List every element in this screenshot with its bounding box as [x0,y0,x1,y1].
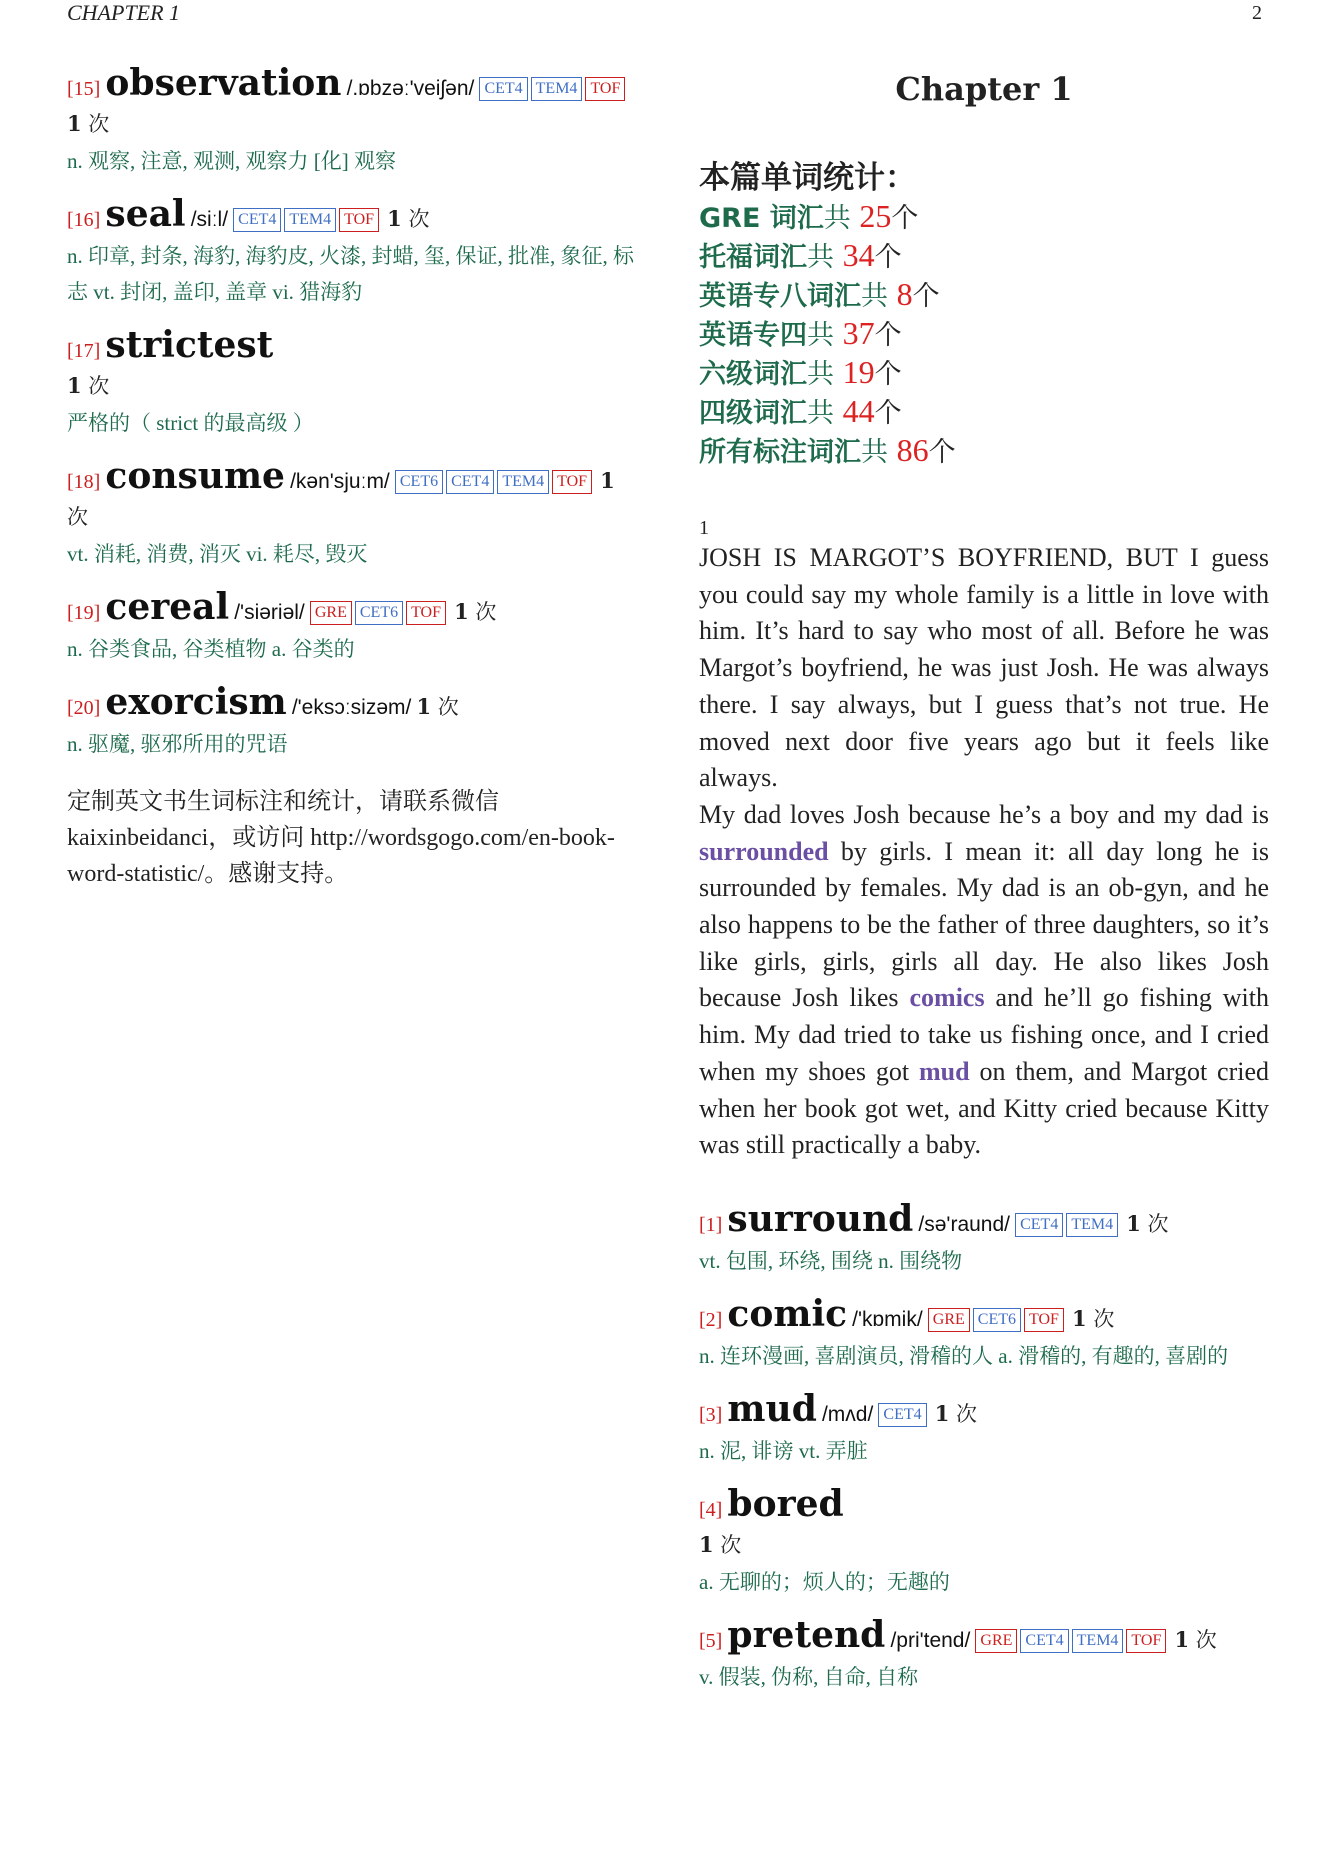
level-tag: TEM4 [1072,1629,1124,1653]
headword: strictest [105,324,274,366]
paragraph-number: 1 [699,517,709,539]
stat-connector: 共 [861,281,897,312]
occurrence-number: 1 [934,1400,950,1426]
stat-unit: 个 [891,203,919,234]
definition: n. 观察, 注意, 观测, 观察力 [化] 观察 [67,149,396,173]
vocab-entry [699,1482,1269,1600]
stat-row [699,198,1269,237]
occurrence-number: 1 [454,599,469,624]
entry-index: [20] [67,697,101,719]
phonetic: /'eksɔːsizəm/ [291,696,412,719]
level-tag: CET4 [1015,1213,1063,1237]
vocab-entry [67,62,637,179]
occurrence-count: 1 次 [67,111,110,136]
occurrence-count: 1 次 [454,599,497,624]
headword: surround [727,1197,914,1240]
stat-label: 四级词汇 [699,398,807,429]
count-line [699,1528,1269,1564]
level-tag: TOF [585,77,625,101]
text-segment: on them, and Margot cried when her book got wet, and Kitty cried because Kitty was still practically a baby. [699,1056,1269,1160]
headword: comic [727,1292,848,1335]
stat-label: 英语专八词汇 [699,281,861,312]
stat-row [699,432,1269,471]
level-tag: CET4 [479,77,527,101]
occurrence-count: 1 次 [67,468,615,529]
right-column [699,66,1269,1713]
definition: vt. 包围, 环绕, 围绕 n. 围绕物 [699,1248,963,1273]
stat-count: 25 [859,198,892,234]
level-tag: CET4 [446,470,494,494]
stat-unit: 个 [874,242,902,273]
vocab-headline [67,62,637,107]
definition: n. 泥, 诽谤 vt. 弄脏 [699,1438,868,1463]
definition: vt. 消耗, 消费, 消灭 vi. 耗尽, 毁灭 [67,542,368,566]
entry-index: [15] [67,78,101,100]
entry-index: [4] [699,1498,723,1521]
phonetic: /.ɒbzəː'veiʃən/ [346,77,475,100]
level-tag: TOF [1126,1629,1166,1653]
headword: pretend [727,1613,886,1656]
occurrence-number: 1 [67,111,82,136]
stat-row [699,354,1269,393]
vocab-headline [699,1292,1269,1338]
stat-unit: 个 [928,437,956,468]
level-tag: CET6 [973,1308,1021,1332]
phonetic: /mʌd/ [821,1402,874,1426]
stat-count: 8 [896,276,913,312]
vocab-headline [67,586,637,631]
vocab-entry [699,1197,1269,1279]
count-line [67,107,637,143]
entry-index: [16] [67,209,101,231]
count-line [67,369,637,405]
vocab-entry [699,1387,1269,1469]
entry-index: [17] [67,340,101,362]
level-tag: CET6 [355,601,403,625]
promo-note: 定制英文书生词标注和统计，请联系微信 kaixinbeidanci，或访问 http://wordsgogo.com/en-book-word-statistic/。感谢支持。 [67,789,615,887]
level-tag: TOF [406,601,446,625]
level-tag: GRE [310,601,352,625]
text-segment: My dad loves Josh because he’s a boy and my dad is [699,799,1269,829]
stats-title: 本篇单词统计： [699,160,916,196]
left-column [67,62,637,892]
level-tag: CET4 [233,208,281,232]
stat-row [699,276,1269,315]
phonetic: /siːl/ [190,208,229,231]
story-paragraph [699,540,1269,1164]
occurrence-count: 1 次 [387,206,430,231]
level-tag: TEM4 [1066,1213,1118,1237]
definition: v. 假装, 伪称, 自命, 自称 [699,1664,919,1689]
vocab-entry [67,681,637,762]
stat-count: 19 [842,354,875,390]
stat-row [699,237,1269,276]
definition: n. 驱魔, 驱邪所用的咒语 [67,732,288,756]
occurrence-number: 1 [1072,1305,1087,1331]
headword: consume [105,455,285,497]
stat-connector: 共 [807,398,843,429]
occurrence-number: 1 [699,1531,714,1557]
vocab-headline [67,193,637,238]
stat-label: GRE 词汇 [699,203,824,234]
occurrence-number: 1 [387,206,402,231]
headword: mud [727,1387,817,1430]
stat-connector: 共 [807,359,843,390]
text-segment: JOSH IS MARGOT’S BOYFRIEND, BUT I guess you could say my whole family is a little in love with him. It’s hard to say who most of all. Before he was Margot’s boyfriend, he was just Josh. He was always there. I say always, but I guess that’s not true. He moved next door five years ago but it feels like always. [699,543,1269,793]
level-tag: TOF [339,208,379,232]
page-number: 2 [1252,2,1262,24]
level-tag: TEM4 [497,470,549,494]
running-header-chapter: CHAPTER 1 [67,0,181,25]
stat-unit: 个 [912,281,940,312]
stat-unit: 个 [874,398,902,429]
occurrence-count: 1 次 [1174,1626,1217,1652]
vocab-entry [67,193,637,310]
headword: observation [105,62,342,104]
vocab-headline [699,1387,1269,1433]
stat-label: 托福词汇 [699,242,807,273]
level-tag: TEM4 [531,77,583,101]
stat-label: 六级词汇 [699,359,807,390]
vocab-entry [699,1613,1269,1695]
phonetic: /sə'raund/ [918,1212,1010,1236]
stat-row [699,315,1269,354]
vocab-headline [699,1197,1269,1243]
vocab-headline [699,1482,1269,1528]
vocab-entry [699,1292,1269,1374]
highlighted-word: mud [919,1056,970,1086]
stat-count: 34 [842,237,875,273]
vocab-headline [699,1613,1269,1659]
definition: n. 连环漫画, 喜剧演员, 滑稽的人 a. 滑稽的, 有趣的, 喜剧的 [699,1343,1229,1368]
stat-connector: 共 [861,437,897,468]
level-tag: CET4 [1020,1629,1068,1653]
vocab-headline [67,324,637,369]
stat-connector: 共 [807,242,843,273]
level-tag: TOF [552,470,592,494]
text-segment: by girls. I mean it: all day long he is surrounded by females. My dad is an ob-gyn, and he also happens to be the father of three daughters, so it’s like girls, girls, girls all day. He also likes Josh because Josh likes [699,836,1269,1013]
vocab-headline [67,455,637,536]
stat-row [699,393,1269,432]
chapter-title: Chapter 1 [895,70,1073,108]
occurrence-count: 1 次 [67,373,110,398]
phonetic: /pri'tend/ [890,1628,971,1652]
vocab-entry [67,324,637,441]
phonetic: /'siəriəl/ [234,601,305,624]
occurrence-count: 1 次 [934,1400,978,1426]
vocab-headline [67,681,637,726]
entry-index: [5] [699,1629,723,1652]
stats-list [699,198,1269,471]
stat-label: 英语专四 [699,320,807,351]
level-tag: TEM4 [284,208,336,232]
occurrence-count: 1 次 [1126,1210,1169,1236]
highlighted-word: surrounded [699,836,829,866]
level-tag: GRE [975,1629,1017,1653]
occurrence-number: 1 [416,694,432,719]
stat-unit: 个 [874,320,902,351]
headword: exorcism [105,681,287,723]
stat-connector: 共 [807,320,843,351]
level-tag: GRE [928,1308,970,1332]
definition: 严格的（ strict 的最高级 ） [67,411,314,435]
stat-connector: 共 [823,203,860,234]
stat-unit: 个 [874,359,902,390]
phonetic: /'kɒmik/ [852,1307,923,1331]
vocab-entry [67,455,637,572]
right-vocab-list [699,1197,1269,1695]
stat-count: 37 [842,315,875,351]
highlighted-word: comics [909,983,985,1013]
level-tag: CET4 [878,1403,926,1427]
occurrence-count: 1 次 [1072,1305,1115,1331]
definition: n. 印章, 封条, 海豹, 海豹皮, 火漆, 封蜡, 玺, 保证, 批准, 象征, 标志 vt. 封闭, 盖印, 盖章 vi. 猎海豹 [67,244,634,304]
occurrence-number: 1 [600,468,615,493]
definition: a. 无聊的；烦人的；无趣的 [699,1569,950,1594]
occurrence-number: 1 [1126,1210,1141,1236]
headword: seal [105,193,186,235]
headword: cereal [105,586,230,628]
entry-index: [18] [67,471,101,493]
level-tag: TOF [1024,1308,1064,1332]
occurrence-number: 1 [1174,1626,1190,1652]
vocab-entry [67,586,637,667]
entry-index: [3] [699,1403,723,1426]
entry-index: [1] [699,1213,723,1236]
stat-label: 所有标注词汇 [699,437,861,468]
definition: n. 谷类食品, 谷类植物 a. 谷类的 [67,637,355,661]
text-segment: and he’ll go fishing with him. My dad tried to take us fishing once, and I cried when my shoes got [699,983,1270,1086]
occurrence-count: 1 次 [699,1531,742,1557]
occurrence-number: 1 [67,373,82,398]
headword: bored [727,1482,844,1525]
entry-index: [19] [67,602,101,624]
level-tag: CET6 [395,470,443,494]
occurrence-count: 1 次 [416,694,459,719]
phonetic: /kən'sjuːm/ [290,470,390,493]
entry-index: [2] [699,1308,723,1331]
stat-count: 86 [896,432,929,468]
stat-count: 44 [842,393,875,429]
left-vocab-list [67,62,637,762]
